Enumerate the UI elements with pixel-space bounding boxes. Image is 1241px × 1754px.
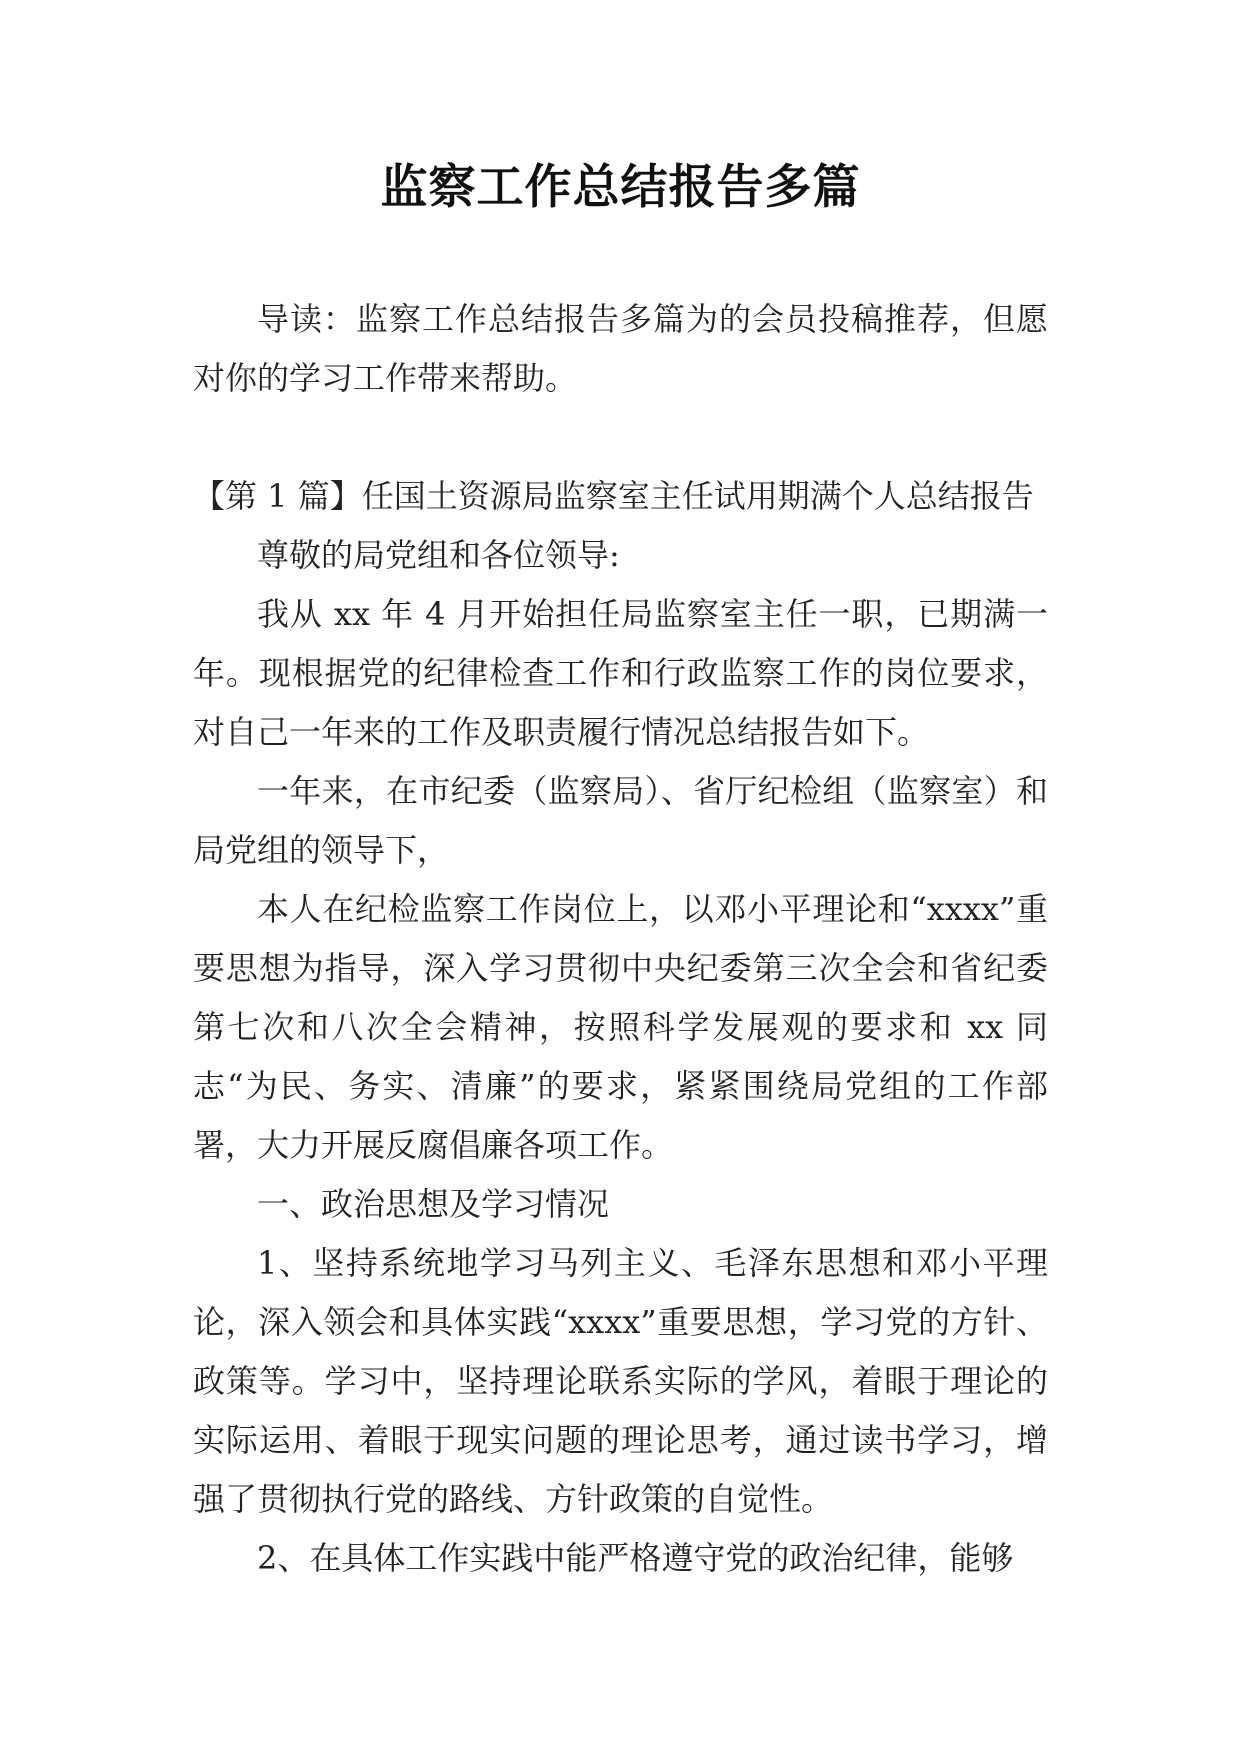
body-paragraph: 本人在纪检监察工作岗位上，以邓小平理论和“xxxx”重要思想为指导，深入学习贯彻中央纪委第三次全会和省纪委第七次和八次全会精神，按照科学发展观的要求和 xx 同志“为民、务实、清廉”的要求，紧紧围绕局党组的工作部署，大力开展反腐倡廉各项工作。 — [193, 890, 1048, 1164]
intro-paragraph: 导读：监察工作总结报告多篇为的会员投稿推荐，但愿对你的学习工作带来帮助。 — [193, 300, 1048, 397]
document-body — [193, 290, 1048, 1588]
subsection-heading: 一、政治思想及学习情况 — [257, 1185, 610, 1223]
document-title: 监察工作总结报告多篇 — [380, 160, 861, 215]
body-paragraph: 2、在具体工作实践中能严格遵守党的政治纪律，能够 — [257, 1539, 1014, 1577]
body-paragraph: 1、坚持系统地学习马列主义、毛泽东思想和邓小平理论，深入领会和具体实践“xxxx”重要思想，学习党的方针、政策等。学习中，坚持理论联系实际的学风，着眼于理论的实际运用、着眼于现实问题的理论思考，通过读书学习，增强了贯彻执行党的路线、方针政策的自觉性。 — [193, 1244, 1048, 1518]
section-heading: 【第 1 篇】任国土资源局监察室主任试用期满个人总结报告 — [193, 477, 1034, 515]
body-paragraph: 一年来，在市纪委（监察局）、省厅纪检组（监察室）和局党组的领导下， — [193, 772, 1048, 869]
salutation-paragraph: 尊敬的局党组和各位领导: — [257, 536, 620, 574]
body-paragraph: 我从 xx 年 4 月开始担任局监察室主任一职，已期满一年。现根据党的纪律检查工作和行政监察工作的岗位要求，对自己一年来的工作及职责履行情况总结报告如下。 — [193, 595, 1048, 751]
